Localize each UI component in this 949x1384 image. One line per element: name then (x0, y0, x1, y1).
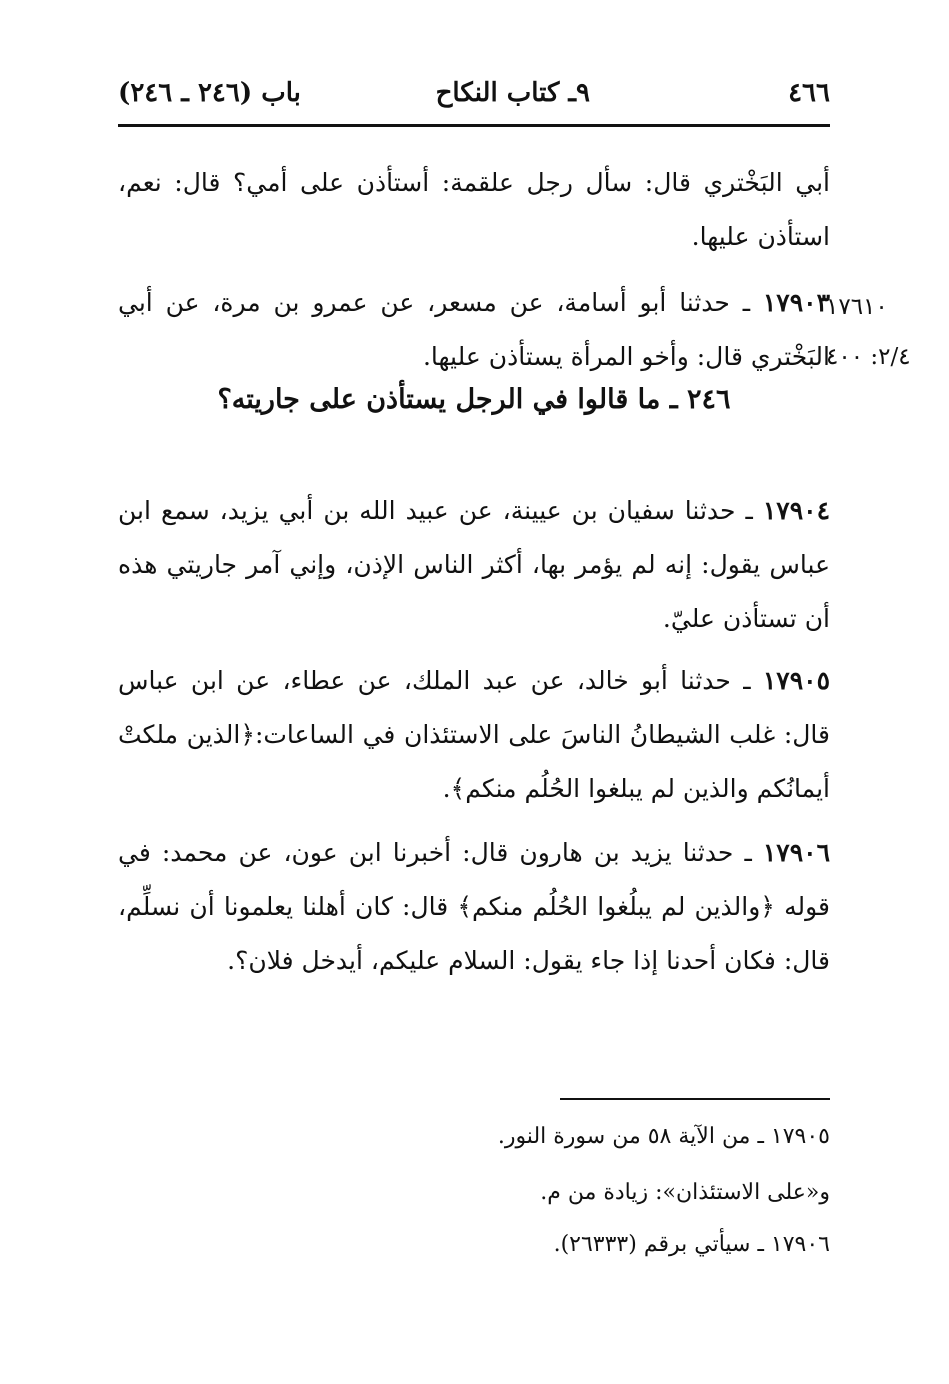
page-number: ٤٦٦ (788, 78, 830, 108)
hadith-text: ـ حدثنا سفيان بن عيينة، عن عبيد الله بن أبي يزيد، سمع ابن عباس يقول: إنه لم يؤمر بها، أكثر الناس الإذن، وإني آمر جاريتي هذه أن تستأذن عليّ. (118, 496, 830, 633)
chapter-range: باب (٢٤٦ ـ ٢٤٦) (118, 78, 301, 108)
chapter-heading: ٢٤٦ ـ ما قالوا في الرجل يستأذن على جاريته؟ (217, 384, 731, 415)
hadith-text: ـ حدثنا يزيد بن هارون قال: أخبرنا ابن عون، عن محمد: في قوله ﴿والذين لم يبلُغوا الحُلُم منكم﴾ قال: كان أهلنا يعلمونا أن نسلِّم، قال: فكان أحدنا إذا جاء يقول: السلام عليكم، أيدخل فلان؟. (118, 838, 830, 975)
footnote-rule (560, 1098, 830, 1100)
hadith-number: ١٧٩٠٤ (762, 496, 830, 525)
hadith-text: ـ حدثنا أبو خالد، عن عبد الملك، عن عطاء، عن ابن عباس قال: غلب الشيطانُ الناسَ على الاستئذان في الساعات:﴿الذين ملكتْ أيمانُكم والذين لم يبلغوا الحُلُم منكم﴾. (118, 666, 830, 803)
footnote-1: ١٧٩٠٥ ـ من الآية ٥٨ من سورة النور. (497, 1124, 830, 1149)
hadith-17904 (118, 484, 830, 646)
hadith-17905 (118, 654, 830, 816)
hadith-number: ١٧٩٠٣ (762, 288, 830, 317)
footnote-3: ١٧٩٠٦ ـ سيأتي برقم (٢٦٣٣٣). (553, 1232, 830, 1257)
footnote-2: و«على الاستئذان»: زيادة من م. (540, 1180, 830, 1205)
continuation-text: أبي البَخْتري قال: سأل رجل علقمة: أستأذن على أمي؟ قال: نعم، استأذن عليها. (118, 168, 830, 251)
page-header (118, 78, 830, 120)
continuation-paragraph (118, 156, 830, 264)
book-title: ٩ـ كتاب النكاح (435, 78, 590, 108)
hadith-text: ـ حدثنا أبو أسامة، عن مسعر، عن عمرو بن مرة، عن أبي البَخْتري قال: وأخو المرأة يستأذن عليها. (118, 288, 830, 371)
margin-cross-reference: ١٧٦١٠ (826, 294, 888, 320)
hadith-number: ١٧٩٠٥ (762, 666, 830, 695)
header-rule (118, 124, 830, 127)
margin-volume-reference: ٢/٤: ٤٠٠ (826, 344, 911, 370)
hadith-17903 (118, 276, 830, 384)
hadith-17906 (118, 826, 830, 988)
hadith-number: ١٧٩٠٦ (762, 838, 830, 867)
